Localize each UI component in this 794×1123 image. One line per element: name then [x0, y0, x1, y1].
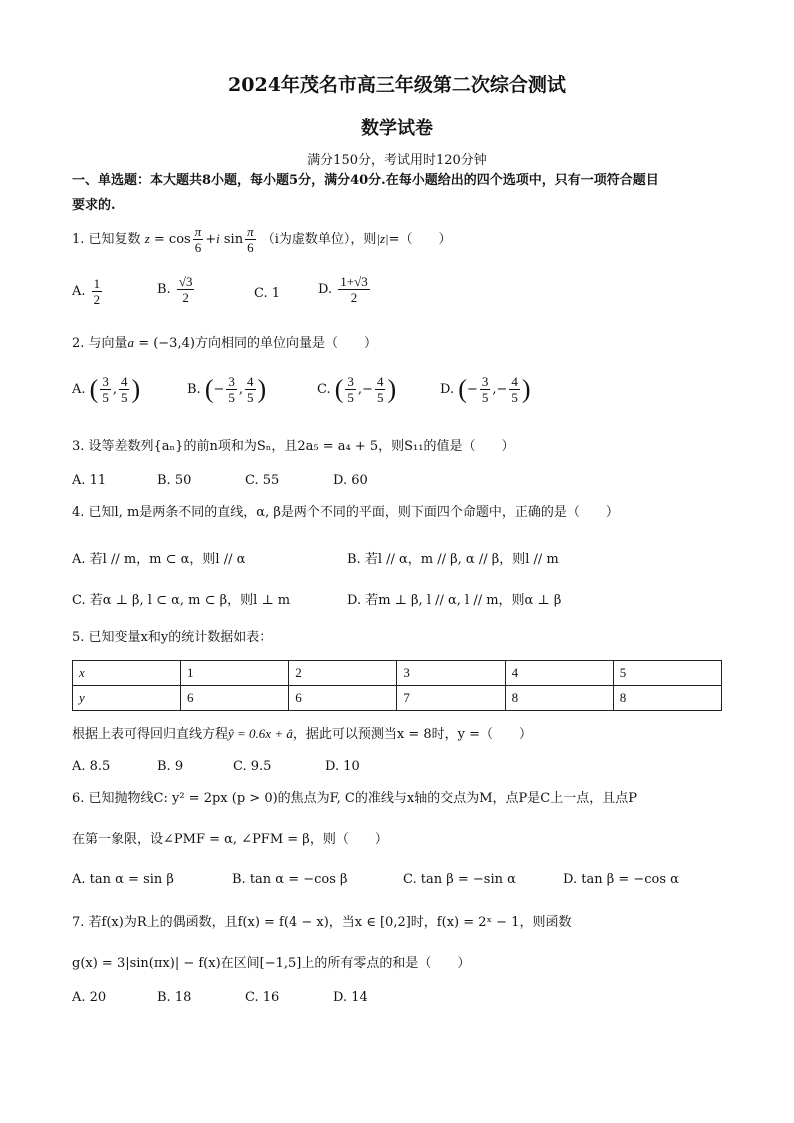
- subject-title: 数学试卷: [361, 118, 433, 139]
- q1-option-b: B. $\frac{√3}{2}$: [157, 274, 193, 305]
- q1-suffix: （i为虚数单位），则: [261, 232, 377, 247]
- exam-info: 满分150分，考试用时120分钟: [307, 153, 487, 168]
- q1-tail: =（ ）: [388, 232, 452, 247]
- question-4: 4. 已知l, m是两条不同的直线，α, β是两个不同的平面，则下面四个命题中，正确的是（ ）: [72, 505, 619, 520]
- q1-prefix: 1. 已知复数: [72, 232, 141, 247]
- q4-option-b: B. 若l // α，m // β, α // β，则l // m: [347, 552, 559, 567]
- q6-option-b: B. tan α = −cos β: [232, 872, 348, 887]
- q5-option-c: C. 9.5: [233, 759, 272, 774]
- question-3: 3. 设等差数列{aₙ}的前n项和为Sₙ，且2a₅ = a₄ + 5，则S₁₁的值是（ ）: [72, 439, 515, 454]
- q7-option-d: D. 14: [333, 990, 368, 1005]
- q5-option-b: B. 9: [157, 759, 184, 774]
- question-6-line1: 6. 已知抛物线C: y² = 2px (p > 0)的焦点为F, C的准线与x轴的交点为M，点P是C上一点，且点P: [72, 791, 637, 806]
- question-6-line2: 在第一象限，设∠PMF = α, ∠PFM = β，则（ ）: [72, 832, 388, 847]
- q6-option-c: C. tan β = −sin α: [403, 872, 516, 887]
- section1-line1: 一、单选题：本大题共8小题，每小题5分，满分40分.在每小题给出的四个选项中，只有一项符合题目: [72, 173, 659, 188]
- stats-table: [72, 660, 722, 711]
- q4-option-c: C. 若α ⊥ β, l ⊂ α, m ⊂ β，则l ⊥ m: [72, 593, 291, 608]
- q5-option-a: A. 8.5: [72, 759, 111, 774]
- q4-option-d: D. 若m ⊥ β, l // α, l // m，则α ⊥ β: [347, 593, 562, 608]
- q3-option-c: C. 55: [245, 473, 280, 488]
- q1-option-d: D. $\frac{1+√3}{2}$: [318, 274, 368, 305]
- question-7-line1: 7. 若f(x)为R上的偶函数，且f(x) = f(4 − x)，当x ∈ [0,2]时，f(x) = 2ˣ − 1，则函数: [72, 915, 572, 930]
- q5-option-d: D. 10: [325, 759, 360, 774]
- q4-option-a: A. 若l // m，m ⊂ α，则l // α: [72, 552, 246, 567]
- q2-option-d: D. (− $\frac{3}{5}$ ,− $\frac{4}{5}$ ): [440, 374, 531, 405]
- q5-line2: 根据上表可得回归直线方程ŷ = 0.6x + â，据此可以预测当x = 8时，y =（ ）: [72, 726, 532, 742]
- q3-option-a: A. 11: [72, 473, 107, 488]
- q2-option-b: B. (− $\frac{3}{5}$ , $\frac{4}{5}$ ): [187, 374, 267, 405]
- q2-option-a: A. ( $\frac{3}{5}$ , $\frac{4}{5}$ ): [72, 374, 141, 405]
- q1-option-c: C. 1: [254, 286, 281, 301]
- question-5: 5. 已知变量x和y的统计数据如表：: [72, 630, 273, 645]
- table-row: y 6 6 7 8 8: [73, 686, 722, 711]
- table-row: x 1 2 3 4 5: [73, 661, 722, 686]
- q7-option-c: C. 16: [245, 990, 280, 1005]
- q6-option-a: A. tan α = sin β: [72, 872, 174, 887]
- question-7-line2: g(x) = 3|sin(πx)| − f(x)在区间[−1,5]上的所有零点的和是（ ）: [72, 956, 471, 971]
- section1-line2: 要求的.: [72, 198, 116, 213]
- q3-option-b: B. 50: [157, 473, 192, 488]
- page-title: 2024年茂名市高三年级第二次综合测试: [228, 74, 566, 96]
- q7-option-a: A. 20: [72, 990, 107, 1005]
- question-2: 2. 与向量a = (−3,4)方向相同的单位向量是（ ）: [72, 335, 377, 351]
- q2-option-c: C. ( $\frac{3}{5}$ ,− $\frac{4}{5}$ ): [317, 374, 397, 405]
- q3-option-d: D. 60: [333, 473, 368, 488]
- q1-option-a: A. $\frac{1}{2}$: [72, 276, 101, 307]
- q7-option-b: B. 18: [157, 990, 192, 1005]
- question-1: 1. 已知复数 z = cos $\frac{\pi}{6}$ +i sin $\frac{\pi}{6}$ （i为虚数单位），则|z|=（ ）: [72, 224, 452, 255]
- q6-option-d: D. tan β = −cos α: [563, 872, 679, 887]
